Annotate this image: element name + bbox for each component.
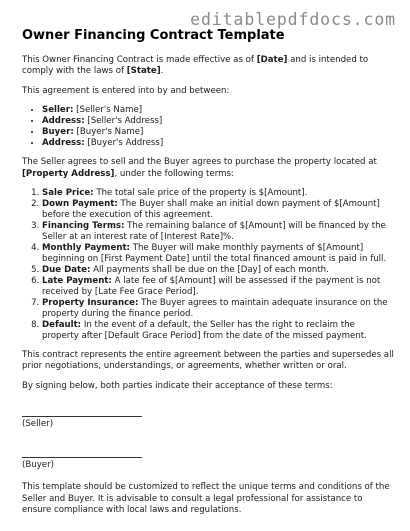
term-text: The remaining balance of $[Amount] will be financed by the Seller at an interest rate of [Interest Rate]%. bbox=[42, 221, 386, 243]
document-title: Owner Financing Contract Template bbox=[22, 28, 285, 43]
term-item bbox=[42, 320, 394, 342]
term-text: All payments shall be due on the [Day] of each month. bbox=[90, 265, 329, 276]
term-text: The Buyer shall make an initial down payment of $[Amount] before the execution of this agreement. bbox=[42, 199, 380, 221]
seller-signature-block bbox=[22, 400, 394, 430]
term-label: Late Payment: bbox=[42, 276, 112, 287]
party-item bbox=[42, 116, 394, 127]
buyer-signature-line[interactable] bbox=[22, 441, 142, 458]
term-label: Property Insurance: bbox=[42, 298, 139, 309]
party-value: [Seller's Name] bbox=[73, 105, 143, 116]
term-text: In the event of a default, the Seller has the right to reclaim the property after [Default Grace Period] from the date of the missed payment. bbox=[42, 320, 367, 342]
term-item bbox=[42, 265, 394, 276]
term-label: Financing Terms: bbox=[42, 221, 125, 232]
intro-paragraph bbox=[22, 55, 394, 78]
parties-list bbox=[22, 105, 394, 149]
term-label: Down Payment: bbox=[42, 199, 118, 210]
watermark: editablepdfdocs.com bbox=[190, 10, 396, 29]
term-item bbox=[42, 199, 394, 221]
term-label: Due Date: bbox=[42, 265, 91, 276]
party-label: Address: bbox=[42, 116, 85, 127]
intro-text-3: . bbox=[160, 66, 164, 77]
term-label: Sale Price: bbox=[42, 188, 94, 199]
agreement-text-2: , under the following terms: bbox=[114, 168, 234, 179]
footer-note: This template should be customized to reflect the unique terms and conditions of the Seller and Buyer. It is advisable to consult a legal professional for assistance to ensure compliance with local laws and regulations. bbox=[22, 482, 390, 516]
term-text: The total sale price of the property is $[Amount]. bbox=[93, 188, 308, 199]
parties-intro: This agreement is entered into by and between: bbox=[22, 85, 230, 96]
party-value: [Buyer's Address] bbox=[84, 138, 164, 149]
term-item bbox=[42, 188, 394, 199]
intro-state-placeholder: [State] bbox=[126, 66, 161, 77]
seller-signature-label: (Seller) bbox=[22, 419, 54, 430]
buyer-signature-label: (Buyer) bbox=[22, 460, 54, 471]
term-text: The Buyer will make monthly payments of $[Amount] beginning on [First Payment Date] until the total financed amount is paid in full. bbox=[42, 243, 387, 265]
term-text: The Buyer agrees to maintain adequate insurance on the property during the finance period. bbox=[42, 298, 388, 320]
party-value: [Seller's Address] bbox=[84, 116, 163, 127]
signing-intro: By signing below, both parties indicate their acceptance of these terms: bbox=[22, 380, 333, 391]
party-item bbox=[42, 138, 394, 149]
party-label: Buyer: bbox=[42, 127, 74, 138]
term-label: Monthly Payment: bbox=[42, 243, 130, 254]
party-item bbox=[42, 127, 394, 138]
intro-text-1: This Owner Financing Contract is made effective as of bbox=[22, 55, 257, 65]
entire-agreement-paragraph: This contract represents the entire agreement between the parties and supersedes all prior negotiations, understandings, or agreements, whether written or oral. bbox=[22, 350, 394, 372]
agreement-text-1: The Seller agrees to sell and the Buyer agrees to purchase the property located at bbox=[22, 157, 377, 168]
term-item bbox=[42, 221, 394, 243]
document-body bbox=[22, 28, 394, 524]
intro-date-placeholder: [Date] bbox=[256, 55, 288, 65]
party-item bbox=[42, 105, 394, 116]
term-item bbox=[42, 298, 394, 320]
seller-signature-line[interactable] bbox=[22, 400, 142, 417]
term-label: Default: bbox=[42, 320, 82, 331]
property-address-placeholder: [Property Address] bbox=[22, 168, 115, 179]
party-label: Address: bbox=[42, 138, 85, 149]
term-item bbox=[42, 276, 394, 298]
party-value: [Buyer's Name] bbox=[73, 127, 144, 138]
term-text: A late fee of $[Amount] will be assessed if the payment is not received by [Late Fee Grace Period]. bbox=[42, 276, 381, 298]
terms-list bbox=[22, 188, 394, 342]
agreement-paragraph bbox=[22, 157, 394, 180]
party-label: Seller: bbox=[42, 105, 74, 116]
intro-text-2: and is intended to comply with the laws of bbox=[22, 55, 369, 77]
term-item bbox=[42, 243, 394, 265]
buyer-signature-block bbox=[22, 441, 394, 471]
